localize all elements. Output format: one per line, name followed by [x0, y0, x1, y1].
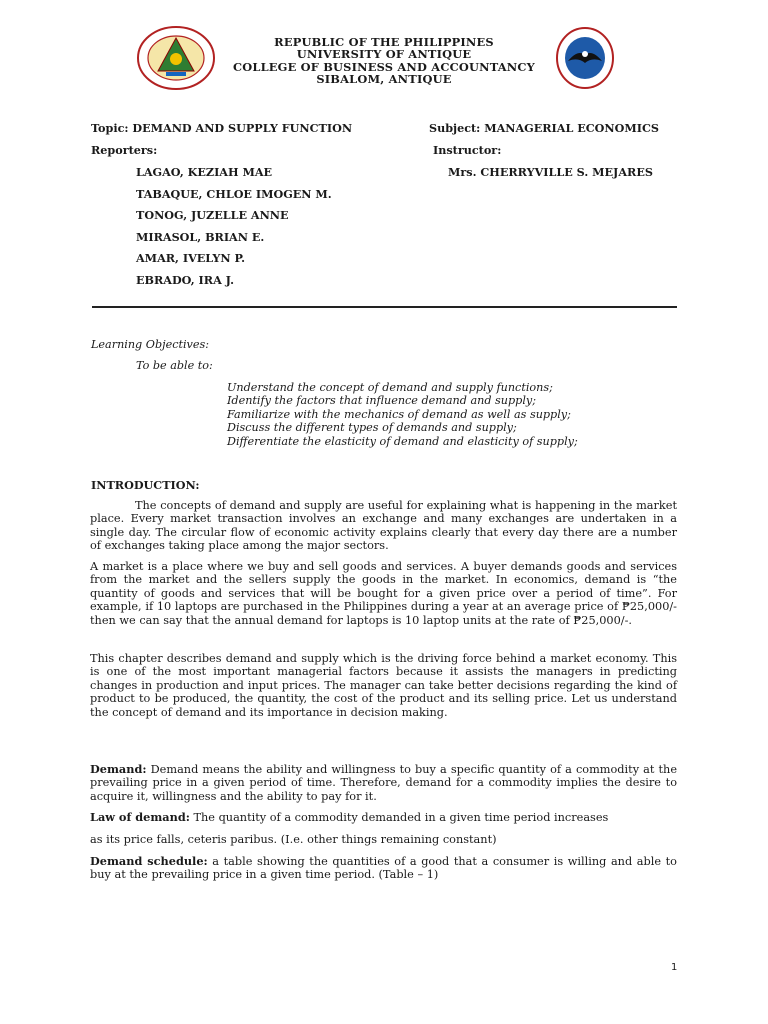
instructor-name: Mrs. CHERRYVILLE S. MEJARES: [448, 165, 653, 179]
topic-label: Topic: DEMAND AND SUPPLY FUNCTION: [91, 121, 353, 135]
page-number: 1: [671, 962, 678, 973]
demand-schedule-definition: [90, 855, 677, 882]
demand-term: Demand:: [90, 762, 147, 776]
schedule-term: Demand schedule:: [90, 854, 208, 868]
objective-item: Discuss the different types of demands and supply;: [227, 421, 517, 434]
reporter-name: AMAR, IVELYN P.: [136, 251, 245, 265]
reporter-name: LAGAO, KEZIAH MAE: [136, 165, 273, 179]
law-of-demand-continued: as its price falls, ceteris paribus. (I.e. other things remaining constant): [90, 833, 497, 846]
header-college: COLLEGE OF BUSINESS AND ACCOUNTANCY: [232, 60, 536, 74]
horizontal-divider: [92, 306, 677, 308]
introduction-paragraph-3: This chapter describes demand and supply which is the driving force behind a market economy. This is one of the most important managerial factors because it assists the managers in predicting changes in production and input prices. The manager can take better decisions regarding the kind of product to be produced, the quantity, the cost of the product and its selling price. Let us understand the concept of demand and its importance in decision making.: [90, 652, 677, 719]
reporters-label: Reporters:: [91, 143, 158, 157]
reporter-name: MIRASOL, BRIAN E.: [136, 230, 265, 244]
objectives-heading: Learning Objectives:: [91, 338, 209, 351]
header-university: UNIVERSITY OF ANTIQUE: [296, 47, 472, 61]
objective-item: Familiarize with the mechanics of demand as well as supply;: [227, 408, 571, 421]
objective-item: Differentiate the elasticity of demand and elasticity of supply;: [227, 435, 578, 448]
instructor-label: Instructor:: [433, 143, 502, 157]
demand-text: Demand means the ability and willingness to buy a specific quantity of a commodity at the prevailing price in a given period of time. Therefore, demand for a commodity implies the desire to acquire it, willingness and the ability to pay for it.: [90, 763, 677, 803]
reporter-name: TABAQUE, CHLOE IMOGEN M.: [136, 187, 332, 201]
objective-item: Identify the factors that influence demand and supply;: [227, 394, 536, 407]
law-of-demand: [90, 811, 677, 824]
law-term: Law of demand:: [90, 810, 190, 824]
schedule-text: a table showing the quantities of a good that a consumer is willing and able to buy at the prevailing price in a given time period. (Table – 1): [90, 855, 677, 882]
introduction-heading: INTRODUCTION:: [91, 478, 200, 492]
header-location: SIBALOM, ANTIQUE: [316, 72, 452, 86]
reporter-name: EBRADO, IRA J.: [136, 273, 234, 287]
subject-label: Subject: MANAGERIAL ECONOMICS: [429, 121, 659, 135]
reporter-name: TONOG, JUZELLE ANNE: [136, 208, 289, 222]
objectives-intro: To be able to:: [136, 359, 213, 372]
demand-definition: [90, 763, 677, 803]
header-republic: REPUBLIC OF THE PHILIPPINES: [274, 35, 494, 49]
introduction-paragraph-2: A market is a place where we buy and sell goods and services. A buyer demands goods and services from the market and the sellers supply the goods in the market. In economics, demand is “the quantity of goods and services that will be bought for a given price over a period of time”. For example, if 10 laptops are purchased in the Philippines during a year at an average price of ₱25,000/- then we can say that the annual demand for laptops is 10 laptop units at the rate of ₱25,000/-.: [90, 560, 677, 627]
law-text: The quantity of a commodity demanded in a given time period increases: [189, 811, 609, 824]
objective-item: Understand the concept of demand and supply functions;: [227, 381, 553, 394]
introduction-paragraph-1: The concepts of demand and supply are useful for explaining what is happening in the market place. Every market transaction involves an exchange and many exchanges are undertaken in a single day. The circular flow of economic activity explains clearly that every day there are a number of exchanges taking place among the major sectors.: [90, 499, 677, 553]
